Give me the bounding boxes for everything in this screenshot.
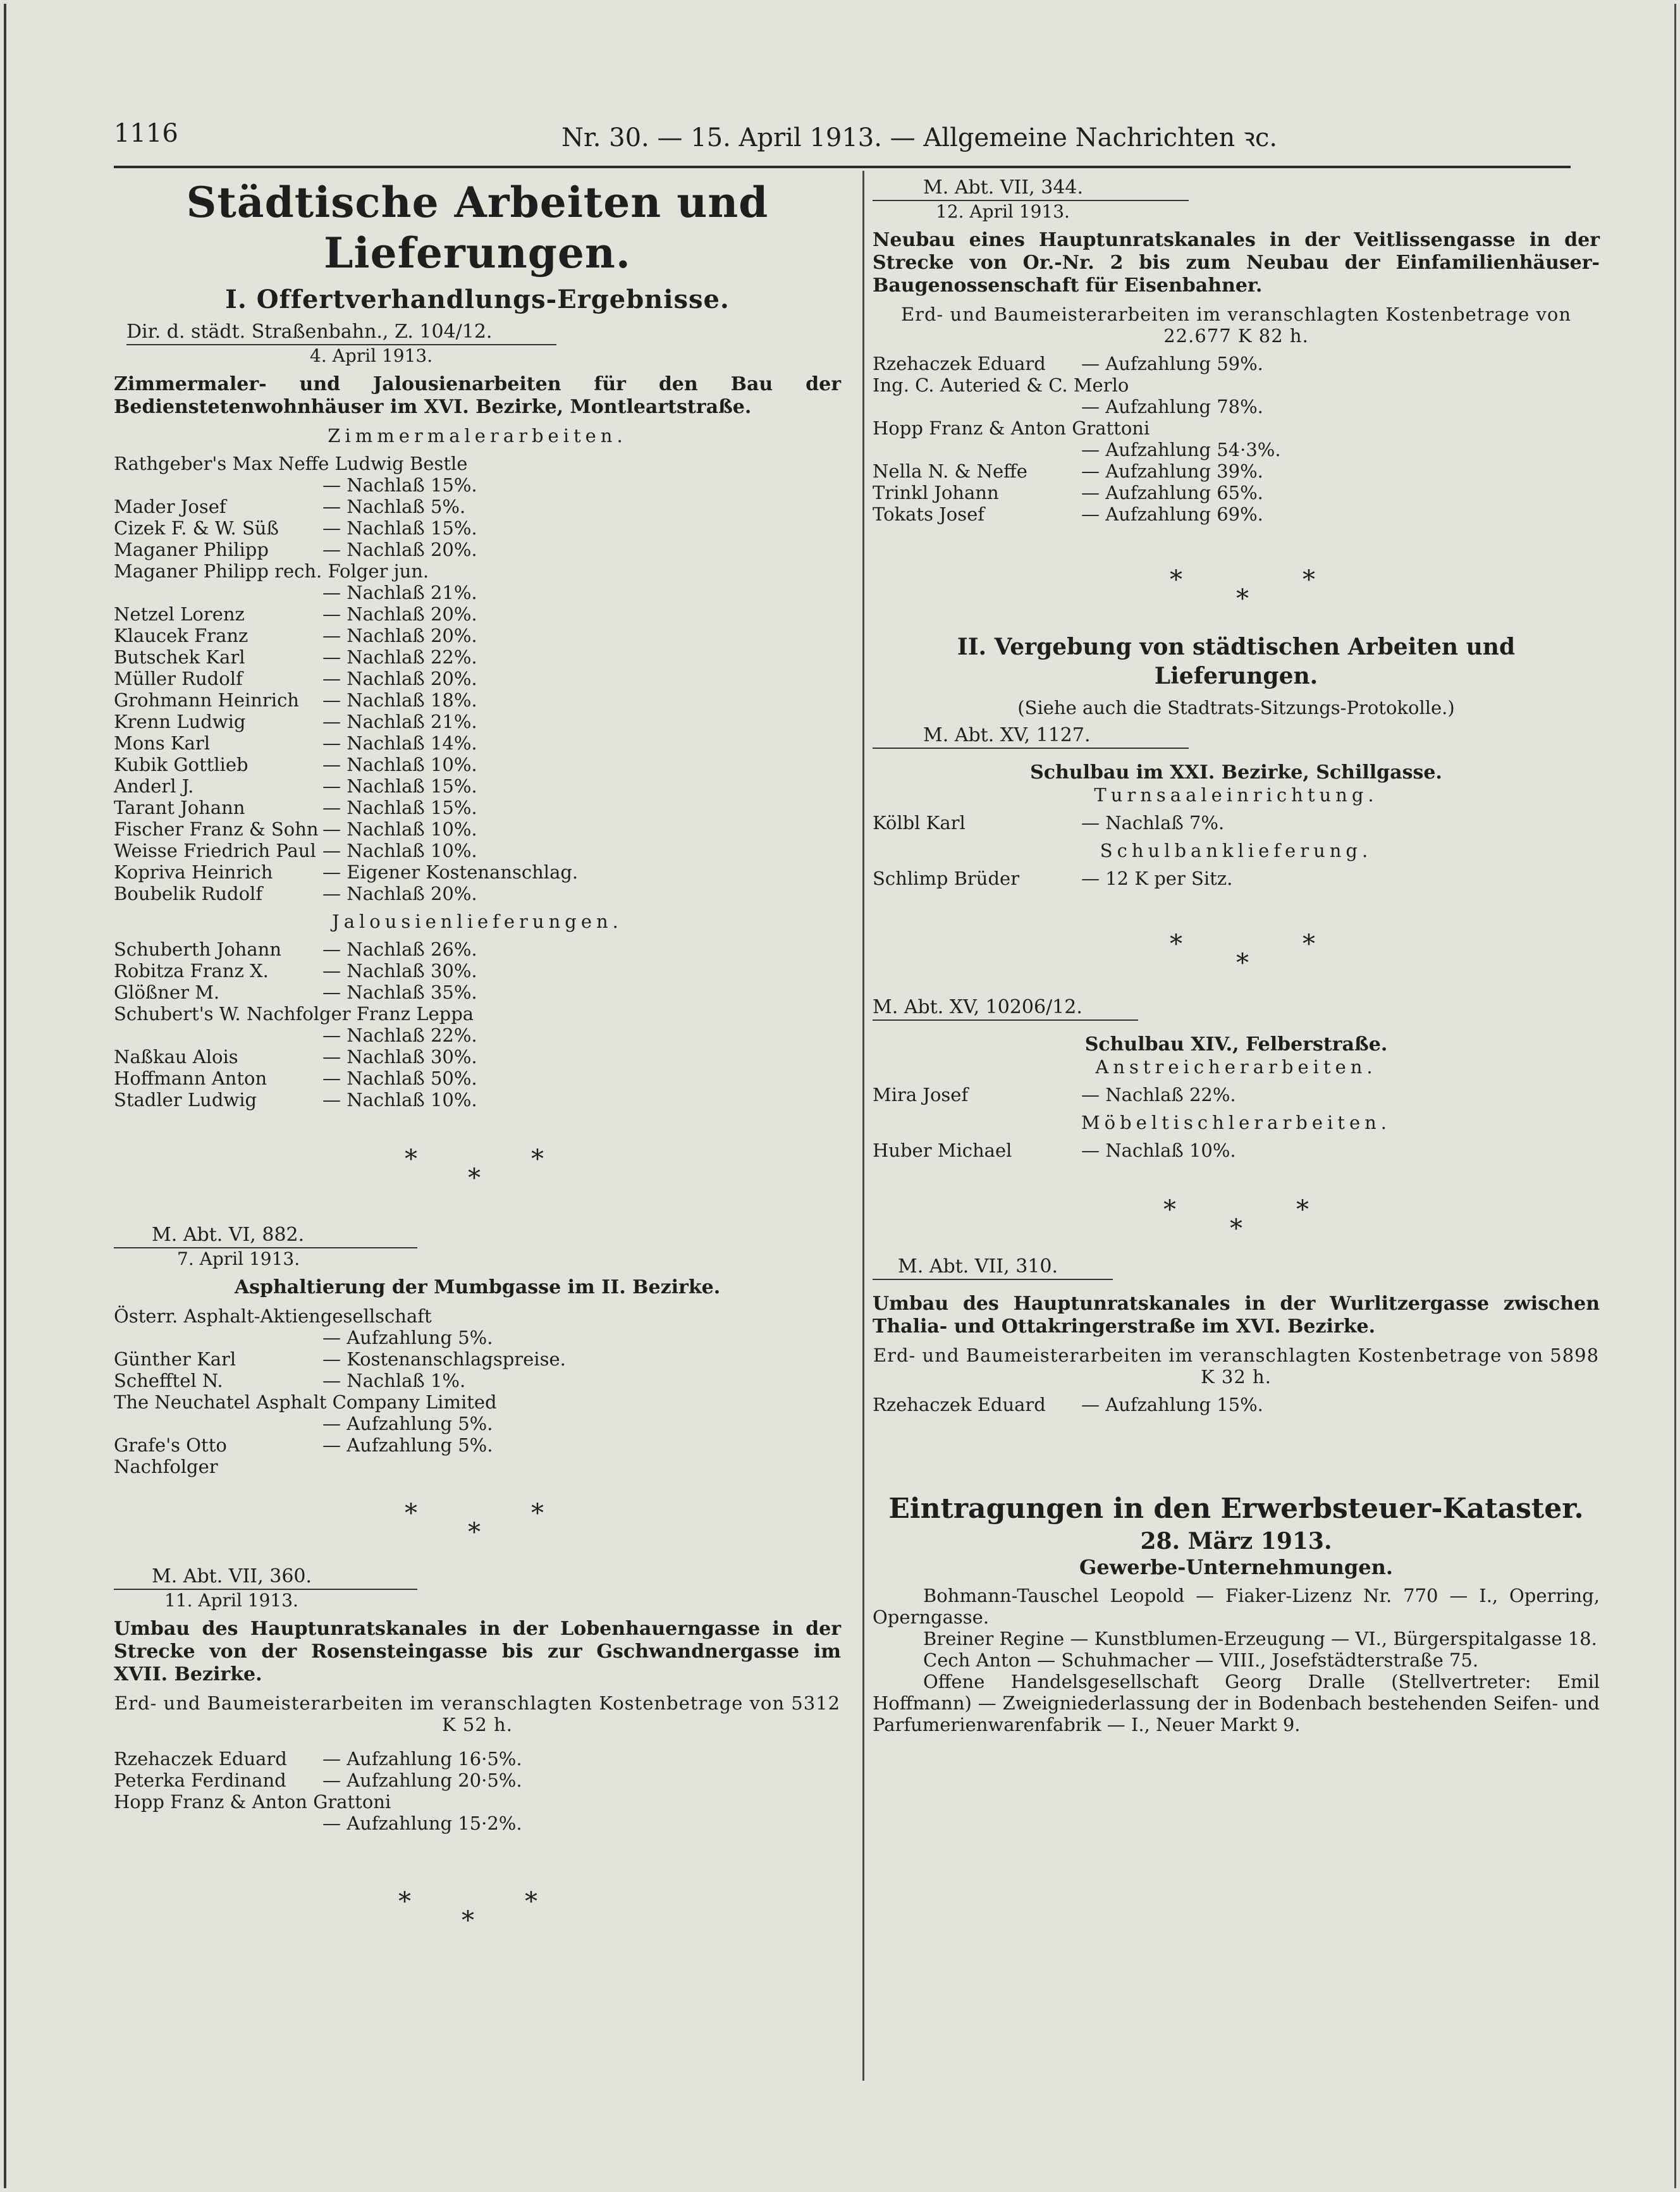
entry-name: The Neuchatel Asphalt Company Limited	[114, 1391, 497, 1413]
entry-name: Netzel Lorenz	[114, 603, 245, 625]
list-item	[114, 1770, 841, 1791]
entry-value: — Kostenanschlagspreise.	[322, 1348, 566, 1370]
list-item	[114, 840, 841, 861]
block1-subheading1: Zimmermalerarbeiten.	[328, 425, 627, 446]
column-divider	[862, 171, 864, 2081]
list-item	[114, 1068, 841, 1089]
entry-name: Glößner M.	[114, 982, 220, 1003]
entry-name: Tokats Josef	[873, 503, 985, 525]
list-item	[114, 1370, 841, 1391]
star: *	[468, 1164, 481, 1193]
block5-ref: M. Abt. XV, 1127.	[873, 725, 1189, 749]
register-subheading: Gewerbe-Unternehmungen.	[1079, 1555, 1394, 1579]
section1-title: I. Offertverhandlungs-Ergebnisse.	[225, 285, 730, 314]
list-item	[114, 960, 841, 982]
entry-name	[114, 582, 322, 603]
star: *	[531, 1499, 544, 1528]
entry-name: Rathgeber's Max Neffe Ludwig Bestle	[114, 453, 468, 474]
entry-name: Hoffmann Anton	[114, 1068, 267, 1089]
entry-value: — Nachlaß 10%.	[322, 840, 477, 861]
entry-name: Stadler Ludwig	[114, 1089, 257, 1111]
entry-name	[114, 1813, 322, 1834]
block6-subheading2: Möbeltischlerarbeiten.	[1081, 1112, 1392, 1133]
register-entries	[873, 1585, 1600, 1735]
entry-value: — Nachlaß 35%.	[322, 982, 477, 1003]
list-item	[873, 482, 1600, 503]
block7-title: Umbau des Hauptunratskanales in der Wurlitzergasse zwischen Thalia- und Ottakringerstraße im XVI. Bezirke.	[873, 1293, 1600, 1338]
block5-subheading2: Schulbanklieferung.	[1100, 840, 1373, 861]
list-item	[114, 818, 841, 840]
entry-name: Peterka Ferdinand	[114, 1770, 286, 1791]
entry-name: Rzehaczek Eduard	[114, 1748, 287, 1770]
entry-value: — Nachlaß 1%.	[322, 1370, 466, 1391]
entry-value: — Aufzahlung 54·3%.	[1081, 439, 1281, 460]
list-item	[114, 689, 841, 711]
star: *	[468, 1518, 481, 1547]
block6-entry2	[873, 1140, 1600, 1161]
list-item	[114, 474, 841, 496]
list-item	[114, 1348, 841, 1370]
entry-name: Günther Karl	[114, 1348, 236, 1370]
list-item	[114, 1391, 841, 1413]
entry-name	[114, 1413, 322, 1434]
entry-value: — Nachlaß 10%.	[322, 754, 477, 775]
entry-name: Cizek F. & W. Süß	[114, 517, 279, 539]
entry-value: — Nachlaß 10%.	[322, 1089, 477, 1111]
entry-value: — Aufzahlung 16·5%.	[322, 1748, 522, 1770]
entry-name	[114, 474, 322, 496]
entry-value: — Nachlaß 14%.	[322, 732, 477, 754]
separator-stars-4	[873, 525, 1600, 620]
entry-name: Tarant Johann	[114, 797, 245, 818]
entry-value: — Nachlaß 26%.	[322, 939, 477, 960]
block5-entry2	[873, 868, 1600, 889]
entry-name	[873, 439, 1081, 460]
entry-value: — Nachlaß 18%.	[322, 689, 477, 711]
section2-note: (Siehe auch die Stadtrats-Sitzungs-Protokolle.)	[1017, 697, 1455, 718]
entry-value: — Nachlaß 50%.	[322, 1068, 477, 1089]
entry-value: — Nachlaß 7%.	[1081, 812, 1225, 834]
page-header	[114, 119, 1568, 157]
list-item	[114, 539, 841, 560]
list-item	[114, 1413, 841, 1434]
list-item	[873, 503, 1600, 525]
entry-value: — Aufzahlung 20·5%.	[322, 1770, 522, 1791]
block2-ref: M. Abt. VI, 882.	[114, 1224, 417, 1248]
list-item	[114, 646, 841, 668]
entry-value: — Nachlaß 20%.	[322, 539, 477, 560]
block1-ref: Dir. d. städt. Straßenbahn., Z. 104/12.	[126, 321, 556, 345]
block4-title: Neubau eines Hauptunratskanales in der Veitlissengasse in der Strecke von Or.-Nr. 2 bis zum Neubau der Einfamilienhäuser-Baugenossenschaft für Eisenbahner.	[873, 229, 1600, 297]
entry-name: Kölbl Karl	[873, 812, 966, 834]
entry-value: — Eigener Kostenanschlag.	[322, 861, 579, 883]
list-item	[114, 517, 841, 539]
list-item	[873, 374, 1600, 396]
list-item	[114, 861, 841, 883]
block3-entries	[114, 1748, 841, 1834]
block5-title: Schulbau im XXI. Bezirke, Schillgasse.	[1030, 761, 1442, 784]
list-item	[114, 625, 841, 646]
left-column	[114, 177, 841, 1935]
block4-date: 12. April 1913.	[936, 201, 1070, 222]
entry-name	[873, 396, 1081, 417]
separator-stars-3	[114, 1834, 841, 1935]
entry-name: Ing. C. Auteried & C. Merlo	[873, 374, 1129, 396]
entry-value: — Aufzahlung 5%.	[322, 1413, 493, 1434]
entry-name: Fischer Franz & Sohn	[114, 818, 319, 840]
star: *	[1170, 930, 1182, 959]
entry-value: — Aufzahlung 65%.	[1081, 482, 1263, 503]
list-item	[114, 883, 841, 904]
running-title: Nr. 30. — 15. April 1913. — Allgemeine Nachrichten ꝛc.	[561, 123, 1278, 152]
entry-name: Mons Karl	[114, 732, 211, 754]
register-date: 28. März 1913.	[1140, 1528, 1332, 1555]
entry-name: Klaucek Franz	[114, 625, 248, 646]
block6-ref: M. Abt. XV, 10206/12.	[873, 997, 1138, 1021]
entry-name: Anderl J.	[114, 775, 194, 797]
page-number: 1116	[114, 119, 178, 148]
list-item	[114, 1046, 841, 1068]
entry-name: Müller Rudolf	[114, 668, 243, 689]
register-entry: Breiner Regine — Kunstblumen-Erzeugung — VI., Bürgerspitalgasse 18.	[923, 1628, 1597, 1649]
star: *	[398, 1887, 411, 1916]
entry-name: Nella N. & Neffe	[873, 460, 1027, 482]
star: *	[1296, 1195, 1309, 1224]
block7-estimate: Erd- und Baumeisterarbeiten im veranschlagten Kostenbetrage von 5898 K 32 h.	[873, 1345, 1600, 1388]
main-title: Städtische Arbeiten und Lieferungen.	[186, 178, 769, 278]
entry-value: — Nachlaß 15%.	[322, 474, 477, 496]
list-item	[873, 396, 1600, 417]
entry-value: — Nachlaß 20%.	[322, 625, 477, 646]
register-entry: Offene Handelsgesellschaft Georg Dralle (Stellvertreter: Emil Hoffmann) — Zweigniederlassung der in Bodenbach bestehenden Seifen- und Parfumerienwarenfabrik — I., Neuer Markt 9.	[873, 1671, 1600, 1735]
entry-value: — Nachlaß 15%.	[322, 797, 477, 818]
list-item	[114, 668, 841, 689]
entry-value: — Nachlaß 10%.	[1081, 1140, 1236, 1161]
entry-name: Naßkau Alois	[114, 1046, 238, 1068]
block1-title: Zimmermaler- und Jalousienarbeiten für den Bau der Bedienstetenwohnhäuser im XVI. Bezirke, Montleartstraße.	[114, 373, 841, 418]
entry-name: Mader Josef	[114, 496, 226, 517]
block1-subheading2: Jalousienlieferungen.	[332, 911, 623, 932]
block4-estimate: Erd- und Baumeisterarbeiten im veranschlagten Kostenbetrage von 22.677 K 82 h.	[900, 304, 1572, 347]
entry-value: — Nachlaß 30%.	[322, 960, 477, 982]
entry-value: — Nachlaß 20%.	[322, 668, 477, 689]
entry-name: Schefftel N.	[114, 1370, 223, 1391]
list-item	[114, 1434, 841, 1477]
entry-name: Kopriva Heinrich	[114, 861, 273, 883]
section2-title: II. Vergebung von städtischen Arbeiten und Lieferungen.	[957, 634, 1516, 689]
list-item	[873, 439, 1600, 460]
list-item	[114, 797, 841, 818]
entry-value: — Nachlaß 10%.	[322, 818, 477, 840]
entry-value: — Aufzahlung 39%.	[1081, 460, 1263, 482]
list-item	[114, 754, 841, 775]
star: *	[1303, 565, 1315, 594]
star: *	[525, 1887, 537, 1916]
separator-stars-5	[873, 889, 1600, 997]
list-item	[114, 582, 841, 603]
entry-value: — Nachlaß 22%.	[322, 646, 477, 668]
entry-name: Weisse Friedrich Paul	[114, 840, 316, 861]
entry-name: Rzehaczek Eduard	[873, 353, 1046, 374]
star: *	[1230, 1214, 1242, 1243]
entry-name: Huber Michael	[873, 1140, 1012, 1161]
block5-subheading1: Turnsaaleinrichtung.	[1094, 784, 1378, 806]
entry-value: — Nachlaß 30%.	[322, 1046, 477, 1068]
entry-name: Hopp Franz & Anton Grattoni	[873, 417, 1150, 439]
block3-date: 11. April 1913.	[164, 1590, 298, 1611]
entry-name: Schubert's W. Nachfolger Franz Leppa	[114, 1003, 474, 1025]
entry-name: Trinkl Johann	[873, 482, 999, 503]
entry-value: — Aufzahlung 15·2%.	[322, 1813, 522, 1834]
list-item	[114, 496, 841, 517]
list-item	[114, 775, 841, 797]
entry-value: — Nachlaß 22%.	[1081, 1084, 1236, 1105]
list-item	[114, 1025, 841, 1046]
entry-name: Schuberth Johann	[114, 939, 282, 960]
block2-title: Asphaltierung der Mumbgasse im II. Bezirke.	[234, 1276, 721, 1298]
star: *	[1236, 584, 1249, 613]
list-item	[114, 1305, 841, 1327]
star: *	[405, 1499, 417, 1528]
star: *	[531, 1145, 544, 1174]
entry-name: Österr. Asphalt-Aktiengesellschaft	[114, 1305, 432, 1327]
block1-entries1	[114, 453, 841, 904]
block7-entry	[873, 1394, 1600, 1415]
entry-name: Grafe's Otto Nachfolger	[114, 1434, 227, 1477]
list-item	[114, 711, 841, 732]
entry-name: Schlimp Brüder	[873, 868, 1020, 889]
entry-value: — Nachlaß 22%.	[322, 1025, 477, 1046]
register-entry: Bohmann-Tauschel Leopold — Fiaker-Lizenz Nr. 770 — I., Operring, Operngasse.	[873, 1585, 1600, 1628]
block4-ref: M. Abt. VII, 344.	[873, 177, 1189, 201]
entry-value: — Aufzahlung 5%.	[322, 1434, 493, 1456]
star: *	[1303, 930, 1315, 959]
list-item	[873, 417, 1600, 439]
block3-ref: M. Abt. VII, 360.	[114, 1566, 417, 1590]
entry-value: — Nachlaß 21%.	[322, 582, 477, 603]
entry-value: — Nachlaß 5%.	[322, 496, 466, 517]
entry-value: — Aufzahlung 59%.	[1081, 353, 1263, 374]
register-entry: Cech Anton — Schuhmacher — VIII., Josefstädterstraße 75.	[923, 1649, 1479, 1671]
entry-name: Kubik Gottlieb	[114, 754, 248, 775]
block6-subheading1: Anstreicherarbeiten.	[1095, 1056, 1377, 1078]
block1-date: 4. April 1913.	[310, 345, 433, 366]
list-item	[114, 1791, 841, 1813]
list-item	[114, 982, 841, 1003]
entry-value: — Aufzahlung 15%.	[1081, 1394, 1263, 1415]
entry-name: Grohmann Heinrich	[114, 689, 299, 711]
entry-value: — Nachlaß 21%.	[322, 711, 477, 732]
entry-value: — Nachlaß 20%.	[322, 603, 477, 625]
block2-entries	[114, 1305, 841, 1477]
header-rule	[114, 166, 1571, 168]
entry-name: Boubelik Rudolf	[114, 883, 263, 904]
block3-estimate: Erd- und Baumeisterarbeiten im veranschlagten Kostenbetrage von 5312 K 52 h.	[114, 1692, 841, 1735]
list-item	[114, 939, 841, 960]
entry-value: — Aufzahlung 5%.	[322, 1327, 493, 1348]
list-item	[873, 353, 1600, 374]
block7-ref: M. Abt. VII, 310.	[873, 1256, 1113, 1280]
star: *	[1170, 565, 1182, 594]
entry-value: — 12 K per Sitz.	[1081, 868, 1233, 889]
list-item	[114, 1003, 841, 1025]
entry-name	[114, 1327, 322, 1348]
entry-value: — Nachlaß 15%.	[322, 517, 477, 539]
block5-entry1	[873, 812, 1600, 834]
entry-name: Rzehaczek Eduard	[873, 1394, 1046, 1415]
list-item	[114, 732, 841, 754]
entry-name: Maganer Philipp	[114, 539, 269, 560]
separator-stars-1	[114, 1111, 841, 1212]
list-item	[114, 603, 841, 625]
star: *	[405, 1145, 417, 1174]
list-item	[114, 453, 841, 474]
block6-title: Schulbau XIV., Felberstraße.	[1084, 1033, 1388, 1056]
entry-name: Hopp Franz & Anton Grattoni	[114, 1791, 391, 1813]
star: *	[1163, 1195, 1176, 1224]
block4-entries	[873, 353, 1600, 525]
block6-entry1	[873, 1084, 1600, 1105]
entry-name: Krenn Ludwig	[114, 711, 246, 732]
list-item	[114, 1089, 841, 1111]
list-item	[873, 460, 1600, 482]
entry-name: Maganer Philipp rech. Folger jun.	[114, 560, 429, 582]
entry-name	[114, 1025, 322, 1046]
star: *	[1236, 949, 1249, 978]
block3-title: Umbau des Hauptunratskanales in der Lobenhauerngasse in der Strecke von der Rosensteingasse bis zur Gschwandnergasse im XVII. Bezirke.	[114, 1618, 841, 1685]
list-item	[114, 1327, 841, 1348]
entry-name: Butschek Karl	[114, 646, 245, 668]
entry-name: Robitza Franz X.	[114, 960, 269, 982]
star: *	[462, 1906, 474, 1935]
right-column	[873, 177, 1600, 1735]
block1-entries2	[114, 939, 841, 1111]
list-item	[114, 1813, 841, 1834]
register-title: Eintragungen in den Erwerbsteuer-Kataster.	[888, 1493, 1584, 1525]
entry-value: — Nachlaß 15%.	[322, 775, 477, 797]
list-item	[114, 1748, 841, 1770]
block2-date: 7. April 1913.	[177, 1248, 300, 1269]
separator-stars-2	[114, 1477, 841, 1566]
entry-value: — Aufzahlung 78%.	[1081, 396, 1263, 417]
entry-name: Mira Josef	[873, 1084, 969, 1105]
entry-value: — Nachlaß 20%.	[322, 883, 477, 904]
list-item	[114, 560, 841, 582]
separator-stars-6	[873, 1161, 1600, 1256]
entry-value: — Aufzahlung 69%.	[1081, 503, 1263, 525]
